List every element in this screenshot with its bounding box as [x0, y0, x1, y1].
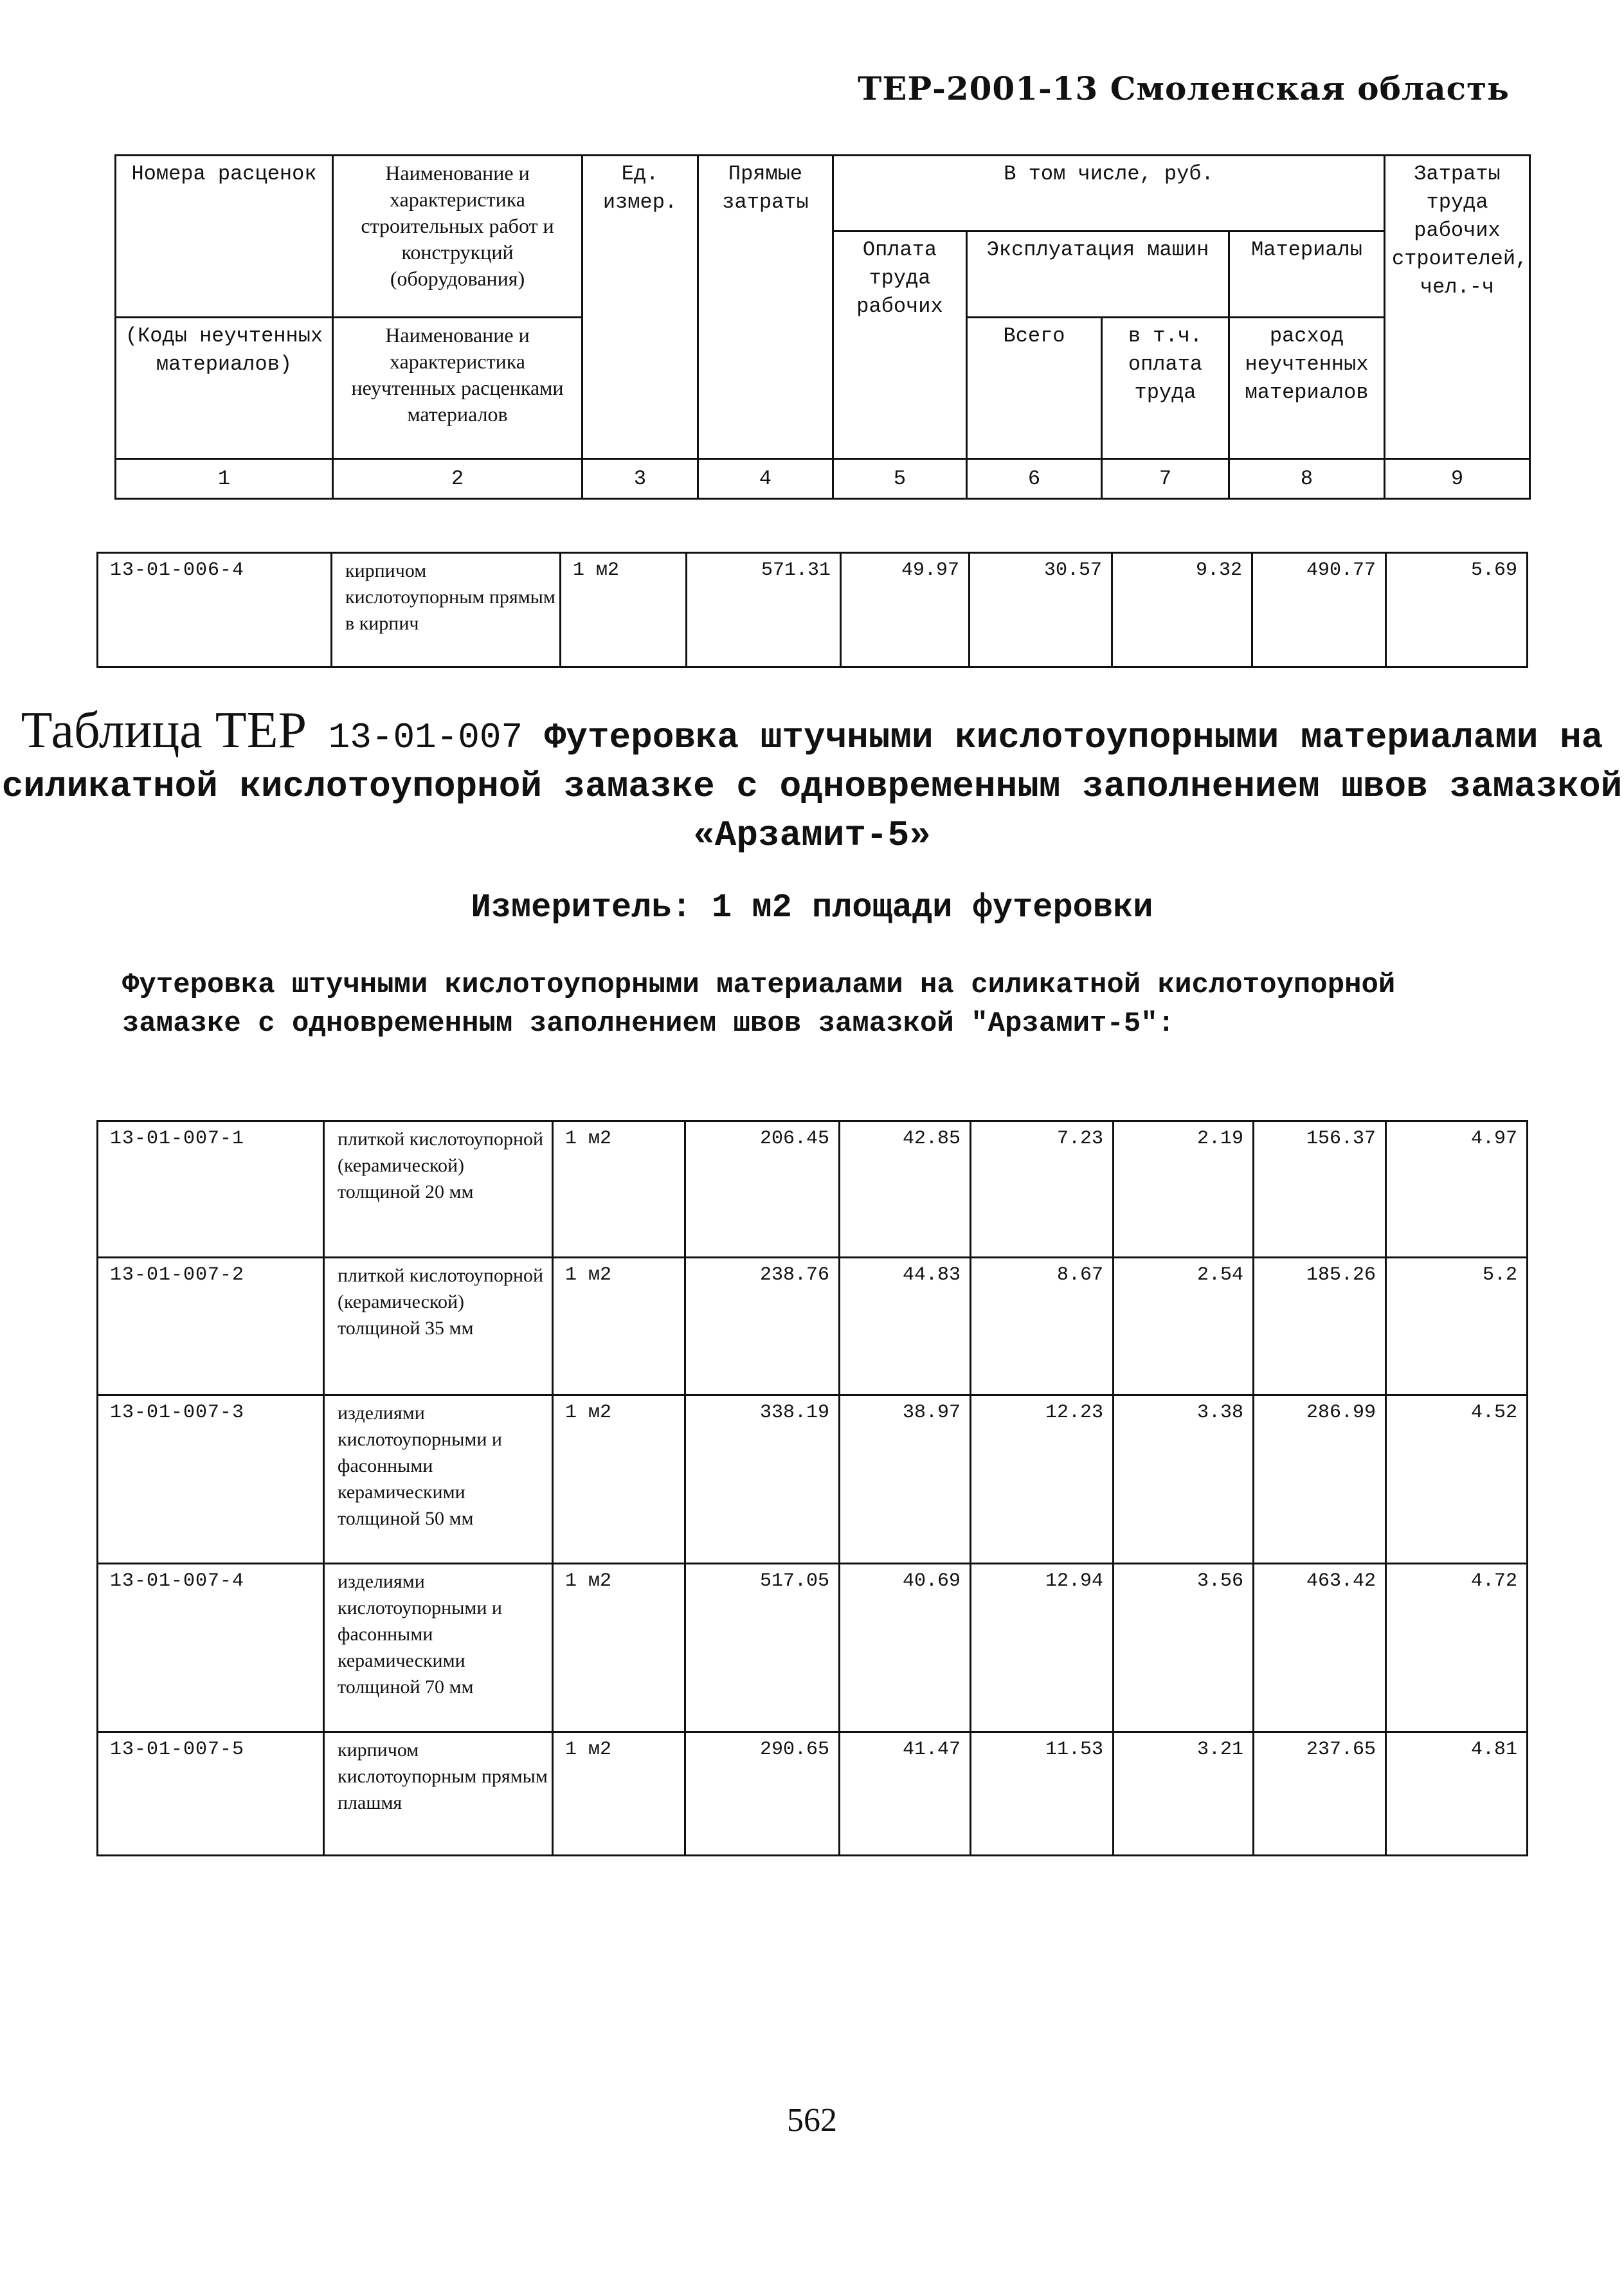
- rate-machines-labor: 3.56: [1114, 1564, 1254, 1732]
- rate-unit: 1 м2: [561, 553, 687, 667]
- rate-labor-hours: 4.72: [1386, 1564, 1528, 1732]
- rate-machines: 11.53: [971, 1732, 1114, 1856]
- col-number: 6: [967, 459, 1102, 499]
- header-machines-labor: в т.ч. оплата труда: [1102, 318, 1229, 459]
- table-title-text: Футеровка штучными кислотоупорными материалами на силикатной кислотоупорной замазке с одновременным заполнением швов замазкой «Арзамит-5»: [1, 717, 1623, 856]
- header-materials: Материалы: [1229, 231, 1385, 318]
- rate-unit: 1 м2: [553, 1395, 685, 1564]
- header-labor-cost: Затраты труда рабочих строителей, чел.-ч: [1385, 156, 1530, 459]
- rates-table-header: [114, 154, 1531, 500]
- rate-code: 13-01-007-2: [98, 1258, 324, 1395]
- rate-direct: 571.31: [687, 553, 841, 667]
- rate-machines: 12.23: [971, 1395, 1114, 1564]
- col-number: 2: [333, 459, 582, 499]
- table-title-number: 13-01-007: [328, 717, 523, 758]
- rate-code: 13-01-007-4: [98, 1564, 324, 1732]
- rate-unit: 1 м2: [553, 1732, 685, 1856]
- col-number: 1: [116, 459, 333, 499]
- rates-table: [96, 1120, 1528, 1856]
- rate-direct: 238.76: [685, 1258, 840, 1395]
- rate-machines: 8.67: [971, 1258, 1114, 1395]
- rate-materials: 237.65: [1254, 1732, 1386, 1856]
- rate-labor-hours: 5.69: [1386, 553, 1528, 667]
- table-row: [98, 1564, 1528, 1732]
- table-title: [0, 702, 1624, 860]
- header-unaccounted-codes: (Коды неучтенных материалов): [116, 318, 333, 459]
- header-materials-unaccounted: расход неучтенных материалов: [1229, 318, 1385, 459]
- rate-name: кирпичом кислотоупорным прямым плашмя: [324, 1732, 553, 1856]
- col-number: 5: [833, 459, 967, 499]
- rate-materials: 463.42: [1254, 1564, 1386, 1732]
- rate-code: 13-01-007-3: [98, 1395, 324, 1564]
- table-row: [98, 553, 1528, 667]
- table-title-lead: Таблица ТЕР: [21, 702, 307, 759]
- rate-machines: 12.94: [971, 1564, 1114, 1732]
- rate-name: изделиями кислотоупорными и фасонными керамическими толщиной 70 мм: [324, 1564, 553, 1732]
- header-machines: Эксплуатация машин: [967, 231, 1229, 318]
- rate-code: 13-01-006-4: [98, 553, 332, 667]
- rate-name: изделиями кислотоупорными и фасонными керамическими толщиной 50 мм: [324, 1395, 553, 1564]
- rate-labor: 49.97: [841, 553, 970, 667]
- header-work-name: Наименование и характеристика строительных работ и конструкций (оборудования): [333, 156, 582, 318]
- header-direct-costs: Прямые затраты: [698, 156, 833, 459]
- table-row: [98, 1732, 1528, 1856]
- header-including: В том числе, руб.: [833, 156, 1385, 231]
- rate-machines: 7.23: [971, 1121, 1114, 1258]
- rate-labor: 42.85: [840, 1121, 971, 1258]
- rate-direct: 290.65: [685, 1732, 840, 1856]
- rate-unit: 1 м2: [553, 1564, 685, 1732]
- rate-unit: 1 м2: [553, 1258, 685, 1395]
- header-rate-numbers: Номера расценок: [116, 156, 333, 318]
- col-number: 7: [1102, 459, 1229, 499]
- rate-materials: 185.26: [1254, 1258, 1386, 1395]
- rate-direct: 206.45: [685, 1121, 840, 1258]
- rate-unit: 1 м2: [553, 1121, 685, 1258]
- rate-machines-labor: 2.19: [1114, 1121, 1254, 1258]
- header-unaccounted-name: Наименование и характеристика неучтенных расценками материалов: [333, 318, 582, 459]
- rate-materials: 286.99: [1254, 1395, 1386, 1564]
- rate-labor-hours: 4.81: [1386, 1732, 1528, 1856]
- col-number: 9: [1385, 459, 1530, 499]
- rate-labor-hours: 4.52: [1386, 1395, 1528, 1564]
- document-header: ТЕР-2001-13 Смоленская область: [858, 69, 1510, 107]
- rate-materials: 156.37: [1254, 1121, 1386, 1258]
- rate-name: плиткой кислотоупорной (керамической) толщиной 35 мм: [324, 1258, 553, 1395]
- col-number: 4: [698, 459, 833, 499]
- page-number: 562: [787, 2102, 837, 2139]
- table-row: [98, 1395, 1528, 1564]
- rate-code: 13-01-007-5: [98, 1732, 324, 1856]
- rate-labor: 44.83: [840, 1258, 971, 1395]
- col-number: 3: [582, 459, 698, 499]
- measure-unit: Измеритель: 1 м2 площади футеровки: [471, 889, 1153, 927]
- rate-labor: 38.97: [840, 1395, 971, 1564]
- rate-labor-hours: 5.2: [1386, 1258, 1528, 1395]
- rate-machines-labor: 2.54: [1114, 1258, 1254, 1395]
- rate-direct: 338.19: [685, 1395, 840, 1564]
- rate-name: кирпичом кислотоупорным прямым в кирпич: [332, 553, 561, 667]
- header-machines-total: Всего: [967, 318, 1102, 459]
- rate-name: плиткой кислотоупорной (керамической) толщиной 20 мм: [324, 1121, 553, 1258]
- rate-machines-labor: 3.21: [1114, 1732, 1254, 1856]
- rate-labor: 41.47: [840, 1732, 971, 1856]
- prev-table-row: [96, 552, 1528, 668]
- header-labor-pay: Оплата труда рабочих: [833, 231, 967, 459]
- rate-machines-labor: 3.38: [1114, 1395, 1254, 1564]
- table-row: [98, 1121, 1528, 1258]
- rate-code: 13-01-007-1: [98, 1121, 324, 1258]
- rate-labor-hours: 4.97: [1386, 1121, 1528, 1258]
- table-row: [98, 1258, 1528, 1395]
- header-unit: Ед. измер.: [582, 156, 698, 459]
- col-number: 8: [1229, 459, 1385, 499]
- rate-materials: 490.77: [1252, 553, 1386, 667]
- rate-labor: 40.69: [840, 1564, 971, 1732]
- section-title: Футеровка штучными кислотоупорными материалами на силикатной кислотоупорной замазке с одновременным заполнением швов замазкой "Арзамит-5":: [122, 969, 1396, 1040]
- rate-machines-labor: 9.32: [1112, 553, 1252, 667]
- rate-direct: 517.05: [685, 1564, 840, 1732]
- rate-machines: 30.57: [970, 553, 1112, 667]
